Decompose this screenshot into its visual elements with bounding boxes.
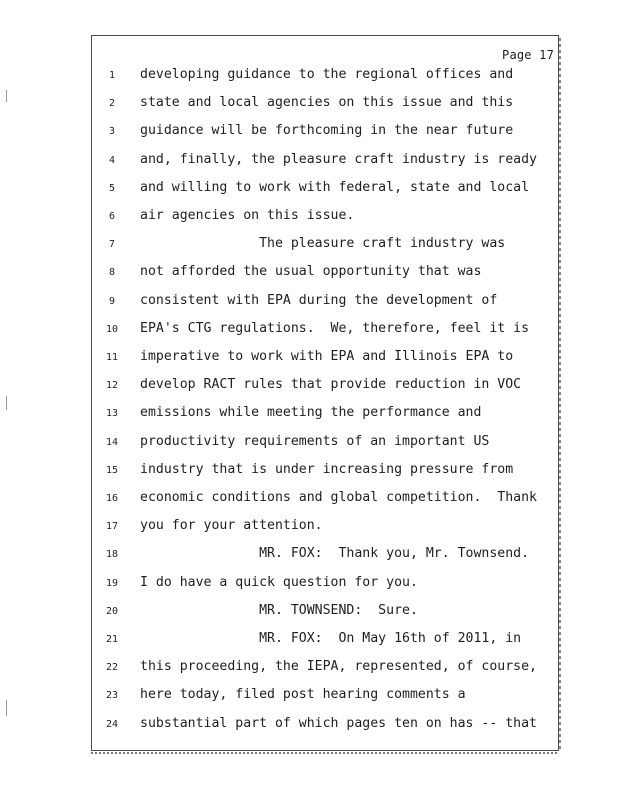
line-number: 9	[108, 295, 116, 307]
line-number: 10	[105, 323, 119, 335]
transcript-line	[0, 544, 618, 564]
transcript-line	[0, 685, 618, 705]
line-text: substantial part of which pages ten on has -- that	[140, 715, 537, 731]
line-text: and, finally, the pleasure craft industry is ready	[140, 151, 537, 167]
transcript-line	[0, 65, 618, 85]
line-text: consistent with EPA during the development of	[140, 292, 498, 308]
line-text: and willing to work with federal, state and local	[140, 179, 530, 195]
line-text: MR. FOX: Thank you, Mr. Townsend.	[140, 546, 530, 562]
line-number: 18	[105, 549, 119, 561]
transcript-line	[0, 206, 618, 226]
transcript-line	[0, 629, 618, 649]
transcript-line	[0, 262, 618, 282]
line-number: 24	[105, 718, 119, 730]
line-number: 19	[105, 577, 119, 589]
transcript-line	[0, 234, 618, 254]
transcript-line	[0, 150, 618, 170]
transcript-line	[0, 488, 618, 508]
page-number: Page 17	[502, 48, 554, 62]
line-text: productivity requirements of an important US	[140, 433, 490, 449]
transcript-line	[0, 319, 618, 339]
transcript-line	[0, 93, 618, 113]
line-number: 15	[105, 464, 119, 476]
line-number: 2	[108, 98, 116, 110]
line-number: 6	[108, 211, 116, 222]
line-number: 13	[105, 408, 119, 420]
transcript-line	[0, 403, 618, 423]
page-edge-bottom	[91, 752, 559, 754]
line-text: MR. TOWNSEND: Sure.	[140, 602, 418, 618]
transcript-line	[0, 291, 618, 311]
line-text: this proceeding, the IEPA, represented, of course,	[140, 659, 537, 675]
line-number: 4	[108, 154, 116, 166]
line-text: not afforded the usual opportunity that was	[140, 264, 482, 280]
transcript-line	[0, 657, 618, 677]
line-text: guidance will be forthcoming in the near future	[140, 123, 514, 139]
line-text: here today, filed post hearing comments a	[140, 687, 466, 703]
line-number: 17	[105, 521, 119, 533]
transcript-line	[0, 178, 618, 198]
line-number: 5	[108, 182, 116, 194]
transcript-line	[0, 121, 618, 141]
line-number: 21	[105, 634, 119, 645]
transcript-line	[0, 347, 618, 367]
line-text: developing guidance to the regional offices and	[140, 67, 514, 82]
line-number: 23	[105, 690, 119, 702]
line-number: 8	[108, 267, 116, 279]
transcript-line	[0, 432, 618, 452]
line-number: 11	[105, 352, 119, 363]
line-text: air agencies on this issue.	[140, 208, 355, 223]
transcript-line	[0, 460, 618, 480]
line-text: EPA's CTG regulations. We, therefore, feel it is	[140, 320, 530, 336]
line-text: imperative to work with EPA and Illinois EPA to	[140, 349, 514, 364]
transcript-line	[0, 714, 618, 734]
line-text: state and local agencies on this issue and this	[140, 95, 514, 111]
transcript-line	[0, 601, 618, 621]
transcript-line	[0, 375, 618, 395]
line-text: industry that is under increasing pressure from	[140, 461, 514, 477]
line-number: 22	[105, 662, 119, 674]
line-number: 16	[105, 493, 119, 504]
line-text: I do have a quick question for you.	[140, 574, 418, 590]
line-number: 1	[108, 70, 116, 81]
transcript-line	[0, 516, 618, 536]
line-text: MR. FOX: On May 16th of 2011, in	[140, 631, 522, 646]
line-text: you for your attention.	[140, 518, 323, 534]
line-text: The pleasure craft industry was	[140, 236, 506, 252]
line-text: economic conditions and global competition. Thank	[140, 490, 537, 505]
line-number: 14	[105, 436, 119, 448]
transcript-line	[0, 573, 618, 593]
line-text: emissions while meeting the performance and	[140, 405, 482, 421]
line-number: 7	[108, 239, 116, 251]
line-number: 12	[105, 380, 119, 392]
line-text: develop RACT rules that provide reduction in VOC	[140, 377, 522, 393]
line-number: 3	[108, 126, 116, 138]
line-number: 20	[105, 605, 119, 617]
